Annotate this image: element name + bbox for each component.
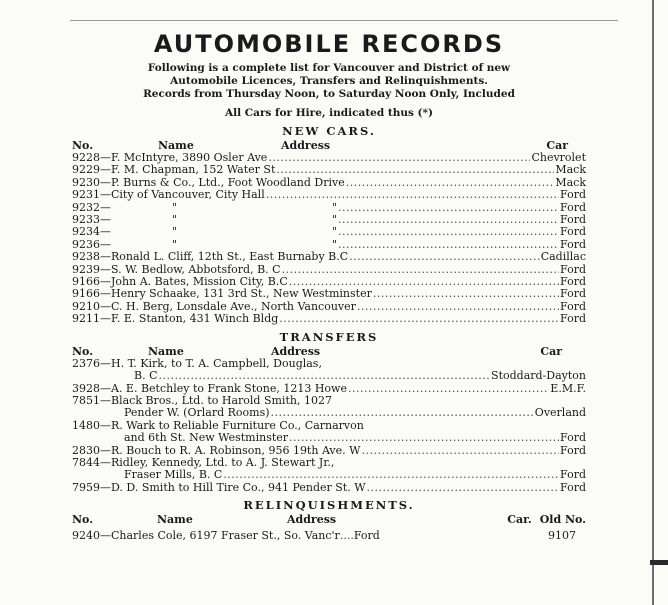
- col-header-address: Address: [287, 513, 337, 527]
- col-header-address: Address: [281, 139, 331, 152]
- list-item: 9166—Henry Schaake, 131 3rd St., New Westminster ..... Ford: [72, 288, 586, 300]
- col-header-no: No.: [72, 139, 94, 152]
- edge-mark: [650, 560, 668, 565]
- col-header-name: Name: [148, 344, 184, 358]
- list-item: 9233— " " ..... Ford: [72, 214, 586, 226]
- list-item: 9231—City of Vancouver, City Hall ..... Ford: [72, 189, 586, 201]
- list-item: 9229—F. M. Chapman, 152 Water St ..... Mack: [72, 164, 586, 176]
- list-item: 9240—Charles Cole, 6197 Fraser St., So. Vanc'r .... Ford 9107: [72, 529, 576, 543]
- list-item: 9210—C. H. Berg, Lonsdale Ave., North Vancouver ..... Ford: [72, 301, 586, 313]
- right-border: [652, 0, 654, 605]
- list-item: 9234— " " ..... Ford: [72, 226, 586, 238]
- relinquishments-heading: RELINQUISHMENTS.: [243, 498, 415, 513]
- intro-line-1: Following is a complete list for Vancouver and District of new: [147, 62, 511, 74]
- list-item-continuation: Fraser Mills, B. C ..... Ford: [72, 469, 586, 481]
- col-header-car: Car: [540, 344, 562, 358]
- col-header-old-no: Old No.: [539, 513, 586, 527]
- col-header-car: Car.: [507, 513, 532, 527]
- list-item: 2376—H. T. Kirk, to T. A. Campbell, Douglas,: [72, 356, 322, 370]
- list-item: 7844—Ridley, Kennedy, Ltd. to A. J. Stewart Jr.,: [72, 455, 335, 469]
- list-item-continuation: B. C ..... Stoddard-Dayton: [72, 370, 586, 382]
- relinquishments-column-headers: [72, 513, 586, 526]
- list-item: 2830—R. Bouch to R. A. Robinson, 956 19th Ave. W ..... Ford: [72, 445, 586, 457]
- list-item: 9166—John A. Bates, Mission City, B.C ..... Ford: [72, 276, 586, 288]
- new-cars-heading: NEW CARS.: [282, 124, 376, 138]
- col-header-name: Name: [157, 513, 193, 527]
- intro-line-3: Records from Thursday Noon, to Saturday Noon Only, Included: [143, 88, 515, 100]
- list-item: 1480—R. Wark to Reliable Furniture Co., Carnarvon: [72, 418, 364, 432]
- intro-line-2: Automobile Licences, Transfers and Relinquishments.: [170, 75, 488, 87]
- list-item: 9228—F. McIntyre, 3890 Osler Ave ..... Chevrolet: [72, 152, 586, 164]
- list-item: 3928—A. E. Betchley to Frank Stone, 1213 Howe ..... E.M.F.: [72, 383, 586, 395]
- list-item-continuation: and 6th St. New Westminster ..... Ford: [72, 432, 586, 444]
- list-item: 7851—Black Bros., Ltd. to Harold Smith, 1027: [72, 393, 332, 407]
- list-item: 7959—D. D. Smith to Hill Tire Co., 941 Pender St. W ..... Ford: [72, 482, 586, 494]
- list-item: 9236— " " ..... Ford: [72, 239, 586, 251]
- top-rule: [70, 20, 618, 21]
- list-item: 9239—S. W. Bedlow, Abbotsford, B. C ..... Ford: [72, 264, 586, 276]
- article-title: AUTOMOBILE RECORDS: [153, 30, 505, 58]
- col-header-address: Address: [271, 344, 321, 358]
- list-item: 9230—P. Burns & Co., Ltd., Foot Woodland Drive ..... Mack: [72, 177, 586, 189]
- col-header-name: Name: [158, 139, 194, 152]
- col-header-car: Car: [546, 139, 568, 152]
- list-item-continuation: Pender W. (Orlard Rooms) ..... Overland: [72, 407, 586, 419]
- article-column: [72, 28, 586, 543]
- transfers-column-headers: [72, 345, 586, 358]
- col-header-no: No.: [72, 513, 94, 527]
- transfers-heading: TRANSFERS: [279, 329, 379, 344]
- col-header-no: No.: [72, 344, 94, 358]
- list-item: 9211—F. E. Stanton, 431 Winch Bldg ..... Ford: [72, 313, 586, 325]
- intro-line-4: All Cars for Hire, indicated thus (*): [225, 107, 433, 119]
- list-item: 9238—Ronald L. Cliff, 12th St., East Burnaby B.C ..... Cadillac: [72, 251, 586, 263]
- list-item: 9232— " " ..... Ford: [72, 202, 586, 214]
